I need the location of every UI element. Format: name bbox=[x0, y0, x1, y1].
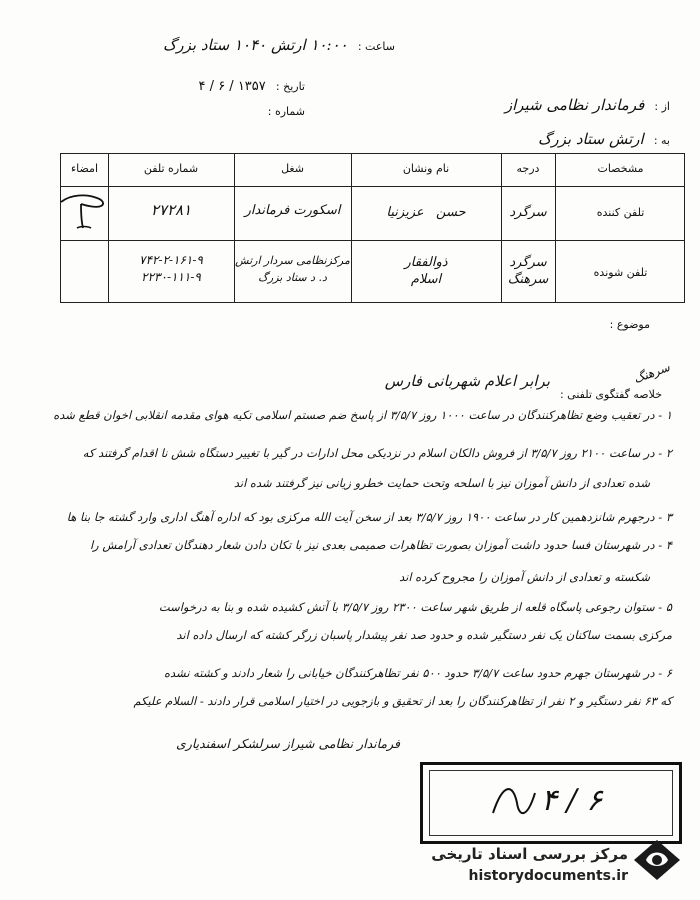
signatory-line: فرماندار نظامی شیراز سرلشکر اسفندیاری bbox=[176, 736, 400, 751]
summary-line-7: ۵ - ستوان رجوعی پاسگاه قلعه از طریق شهر ساعت ۲۳۰۰ روز ۳/۵/۷ با آتش کشیده شده و بنا به درخواست bbox=[158, 600, 672, 614]
summary-line-6: شکسته و تعدادی از دانش آموزان را مجروح کرده اند bbox=[399, 570, 650, 584]
header-name-address: نام ونشان bbox=[402, 162, 450, 175]
time-value: ۱۰:۰۰ ارتش ۱۰۴۰ ستاد بزرگ bbox=[162, 36, 348, 54]
summary-line-3: شده تعدادی از دانش آموزان نیز با اسلحه وتحت حمایت خطرو زیانی نیز گرفتند شده اند bbox=[233, 476, 650, 490]
time-line bbox=[163, 36, 395, 54]
call-details-table bbox=[60, 153, 685, 303]
number-label: شماره : bbox=[267, 105, 305, 118]
archive-logo-icon bbox=[632, 838, 682, 882]
to-label: به : bbox=[653, 134, 670, 147]
receipt-stamp bbox=[420, 762, 682, 844]
to-line bbox=[538, 130, 670, 148]
summary-line-10: که ۶۳ نفر دستگیر و ۲ نفر از تظاهرکنندگان را بعد از تحقیق و بازجویی در اختیار اسلامی قرار دادند - السلام علیکم bbox=[133, 694, 672, 708]
row-caller-name: حسن عزیزنیا bbox=[386, 205, 466, 220]
from-line bbox=[505, 96, 670, 114]
stamp-scribble bbox=[483, 773, 543, 833]
watermark-name: مرکز بررسی اسناد تاریخی bbox=[431, 845, 628, 863]
summary-line-8: مرکزی بسمت ساکنان یک نفر دستگیر شده و حدود صد نفر پیشدار پاسبان زرگر کشته که ارسال داده اند bbox=[176, 628, 672, 642]
summary-line-4: ۳ - درجهرم شانزدهمین کار در ساعت ۱۹۰۰ روز ۳/۵/۷ بعد از سخن آیت الله مرکزی بود که اداره آهنگ اداری وارد گشته جا بنا ها bbox=[66, 510, 672, 524]
header-signature: امضاء bbox=[70, 162, 98, 175]
from-value: فرماندار نظامی شیراز bbox=[504, 96, 645, 114]
row-recipient-phone: ۷۴۲-۲-۱۶۱-۹ ۲۲۳۰-۱۱۱-۹ bbox=[139, 253, 203, 284]
summary-label: خلاصه گفتگوی تلفنی : bbox=[559, 388, 662, 401]
time-label: ساعت : bbox=[357, 40, 395, 53]
watermark-url: historydocuments.ir bbox=[468, 868, 628, 884]
header-job: شغل bbox=[281, 162, 304, 175]
subject-label: موضوع : bbox=[609, 318, 650, 331]
header-phone-number: شماره تلفن bbox=[143, 162, 199, 175]
row-caller-rank: سرگرد bbox=[509, 205, 547, 220]
row-caller-label: تلفن کننده bbox=[596, 206, 645, 219]
header-rank: درجه bbox=[516, 162, 540, 175]
margin-note: سرهنگ bbox=[631, 360, 672, 386]
date-line bbox=[199, 79, 305, 94]
to-value: ارتش ستاد بزرگ bbox=[537, 130, 644, 148]
date-value: ۱۳۵۷ / ۶ / ۴ bbox=[198, 79, 266, 94]
summary-line-1: ۱ - در تعقیب وضع تظاهرکنندگان در ساعت ۱۰۰۰ روز ۳/۵/۷ از پاسخ ضم صستم اسلامی تکیه هوای مقدمه انقلابی اخوان قطع شده bbox=[53, 408, 672, 422]
row-recipient-label: تلفن شونده bbox=[593, 266, 648, 279]
from-label: از : bbox=[654, 100, 670, 113]
stamp-text: ۴ / ۶ bbox=[541, 783, 603, 818]
summary-line-0: برابر اعلام شهربانی فارس bbox=[384, 372, 550, 390]
summary-line-2: ۲ - در ساعت ۲۱۰۰ روز ۳/۵/۷ از فروش دالکان اسلام در نزدیکی محل ادارات در گیر با تغییر دستگاه شش نا اقدام گرفتند که bbox=[82, 446, 672, 460]
row-caller-job: اسکورت فرماندار bbox=[244, 203, 341, 218]
number-line bbox=[268, 104, 305, 119]
summary-line-5: ۴ - در شهرستان فسا حدود داشت آموزان بصورت تظاهرات صمیمی بعدی نیز با تکان دادن شعار دهندگان تعدادی آرامش را bbox=[89, 538, 672, 552]
row-recipient-job: مرکزنظامی سردار ارتش د. د ستاد بزرگ bbox=[235, 254, 350, 284]
caller-signature bbox=[57, 188, 113, 238]
row-caller-phone: ۲۷۲۸۱ bbox=[150, 201, 192, 219]
row-recipient-rank: سرگرد سرهنگ bbox=[507, 255, 549, 287]
date-label: تاریخ : bbox=[275, 80, 305, 93]
row-recipient-name: ذوالفقار اسلام bbox=[404, 255, 448, 287]
header-specs: مشخصات bbox=[597, 162, 644, 175]
summary-line-9: ۶ - در شهرستان جهرم حدود ساعت ۳/۵/۷ حدود ۵۰۰ نفر تظاهرکنندگان خیابانی را شعار دادند و کشته نشده bbox=[164, 666, 672, 680]
